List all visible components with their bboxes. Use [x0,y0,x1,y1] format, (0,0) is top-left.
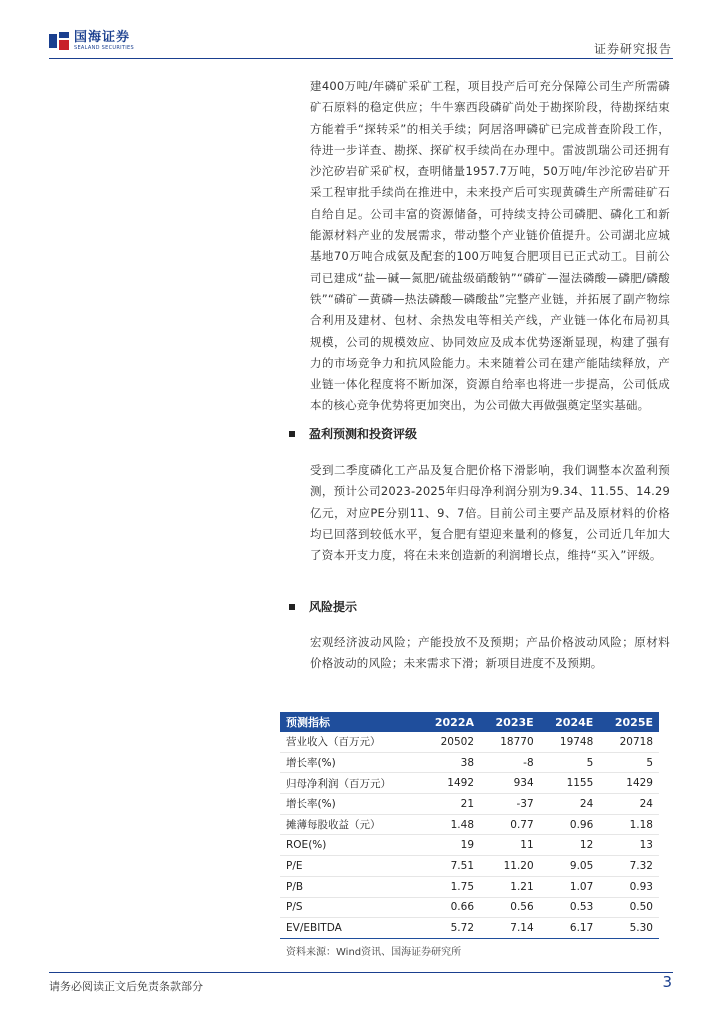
table-row [280,752,659,773]
table-cell: 24 [599,794,659,815]
forecast-table-block [280,712,659,958]
paragraph-text: 受到二季度磷化工产品及复合肥价格下滑影响，我们调整本次盈利预测，预计公司2023-2025年归母净利润分别为9.34、11.55、14.29亿元，对应PE分别11、9、7倍。目前公司主要产品及原材料的价格均已回落到较低水平，复合肥有望迎来量利的修复，公司近几年加大了资本开支力度，将在未来创造新的利润增长点，维持“买入”评级。 [310,463,670,563]
body-paragraph-2 [310,460,670,566]
table-cell: 0.93 [599,876,659,897]
table-cell: 13 [599,835,659,856]
table-header-cell: 2022A [434,715,475,729]
table-cell: 7.51 [419,856,480,877]
table-row-label: 摊薄每股收益（元） [280,814,419,835]
table-cell: 934 [480,773,540,794]
bullet-square-icon [289,604,295,610]
table-cell: 5 [599,752,659,773]
table-row-label: EV/EBITDA [280,918,419,939]
table-cell: 12 [540,835,600,856]
table-cell: 0.77 [480,814,540,835]
table-cell: 11.20 [480,856,540,877]
table-cell: 9.05 [540,856,600,877]
table-cell: 0.66 [419,897,480,918]
table-cell: 0.56 [480,897,540,918]
table-cell: -8 [480,752,540,773]
table-row [280,835,659,856]
bullet-square-icon [289,431,295,437]
report-type-label: 证券研究报告 [593,42,672,56]
table-cell: 19748 [540,732,600,752]
company-logo [49,31,134,51]
table-row-label: P/B [280,876,419,897]
table-row-label: 归母净利润（百万元） [280,773,419,794]
paragraph-text: 建400万吨/年磷矿采矿工程，项目投产后可充分保障公司生产所需磷矿石原料的稳定供应；牛牛寨西段磷矿尚处于勘探阶段，待勘探结束方能着手“探转采”的相关手续；阿居洛呷磷矿已完成普查阶段工作，待进一步详查、勘探、探矿权手续尚在办理中。雷波凯瑞公司还拥有沙沱矽岩矿采矿权，查明储量1957.7万吨，50万吨/年沙沱矽岩矿开采工程审批手续尚在推进中，未来投产后可实现黄磷生产所需硅矿石自给自足。公司丰富的资源储备，可持续支持公司磷肥、磷化工和新能源材料产业的发展需求，带动整个产业链价值提升。公司湖北应城基地70万吨合成氨及配套的100万吨复合肥项目已正式动工。目前公司已建成“盐—碱—氮肥/硫盐级硝酸钠”“磷矿—湿法磷酸—磷肥/磷酸铁”“磷矿—黄磷—热法磷酸—磷酸盐”完整产业链，并拓展了副产物综合利用及建材、包材、余热发电等相关产线，产业链一体化布局初具规模，公司的规模效应、协同效应及成本优势逐渐显现，构建了强有力的市场竞争力和抗风险能力。未来随着公司在建产能陆续释放，产业链一体化程度将不断加深，资源自给率也将进一步提高，公司低成本的核心竞争优势将更加突出，为公司做大再做强奠定坚实基础。 [310,79,670,413]
table-cell: 1.21 [480,876,540,897]
table-cell: 20718 [599,732,659,752]
table-row [280,814,659,835]
table-row [280,897,659,918]
footer-disclaimer: 请务必阅读正文后免责条款部分 [49,980,203,993]
table-cell: 6.17 [540,918,600,939]
table-row-label: 增长率(%) [280,794,419,815]
table-row-label: P/E [280,856,419,877]
table-header-cell: 2024E [555,715,594,729]
table-cell: 20502 [419,732,480,752]
table-cell: 5.30 [599,918,659,939]
table-row [280,876,659,897]
table-cell: 1492 [419,773,480,794]
table-cell: 7.14 [480,918,540,939]
section-heading-profit-forecast [289,425,417,442]
header-divider [49,58,673,59]
table-cell: -37 [480,794,540,815]
table-cell: 24 [540,794,600,815]
section-heading-text: 风险提示 [309,600,358,614]
table-cell: 21 [419,794,480,815]
table-cell: 1.75 [419,876,480,897]
table-row [280,773,659,794]
table-cell: 0.96 [540,814,600,835]
table-header-cell: 2025E [614,715,653,729]
table-cell: 5.72 [419,918,480,939]
table-source-note: 资料来源：Wind资讯、国海证券研究所 [286,946,462,958]
logo-text-cn: 国海证券 [74,30,131,45]
table-row [280,794,659,815]
table-cell: 0.50 [599,897,659,918]
table-cell: 7.32 [599,856,659,877]
table-row [280,856,659,877]
table-header-row [280,712,659,732]
table-cell: 1.07 [540,876,600,897]
table-row [280,918,659,939]
table-cell: 38 [419,752,480,773]
page-number: 3 [662,973,672,991]
table-cell: 0.53 [540,897,600,918]
table-row-label: ROE(%) [280,835,419,856]
body-paragraph-3 [310,632,670,675]
logo-mark-icon [49,32,69,50]
table-cell: 19 [419,835,480,856]
table-cell: 18770 [480,732,540,752]
table-row-label: P/S [280,897,419,918]
forecast-table [280,712,659,939]
table-row-label: 营业收入（百万元） [280,732,419,752]
logo-text-en: SEALAND SECURITIES [74,45,134,51]
table-cell: 1155 [540,773,600,794]
table-row-label: 增长率(%) [280,752,419,773]
table-cell: 1429 [599,773,659,794]
paragraph-text: 宏观经济波动风险；产能投放不及预期；产品价格波动风险；原材料价格波动的风险；未来需求下滑；新项目进度不及预期。 [310,635,670,671]
table-cell: 1.18 [599,814,659,835]
table-cell: 5 [540,752,600,773]
footer-divider [49,972,673,973]
section-heading-risk [289,598,357,615]
table-header-cell: 预测指标 [286,716,330,729]
section-heading-text: 盈利预测和投资评级 [309,427,418,441]
table-row [280,732,659,752]
page-header [0,0,724,62]
table-cell: 1.48 [419,814,480,835]
table-cell: 11 [480,835,540,856]
body-paragraph-1 [310,76,670,417]
table-header-cell: 2023E [495,715,534,729]
